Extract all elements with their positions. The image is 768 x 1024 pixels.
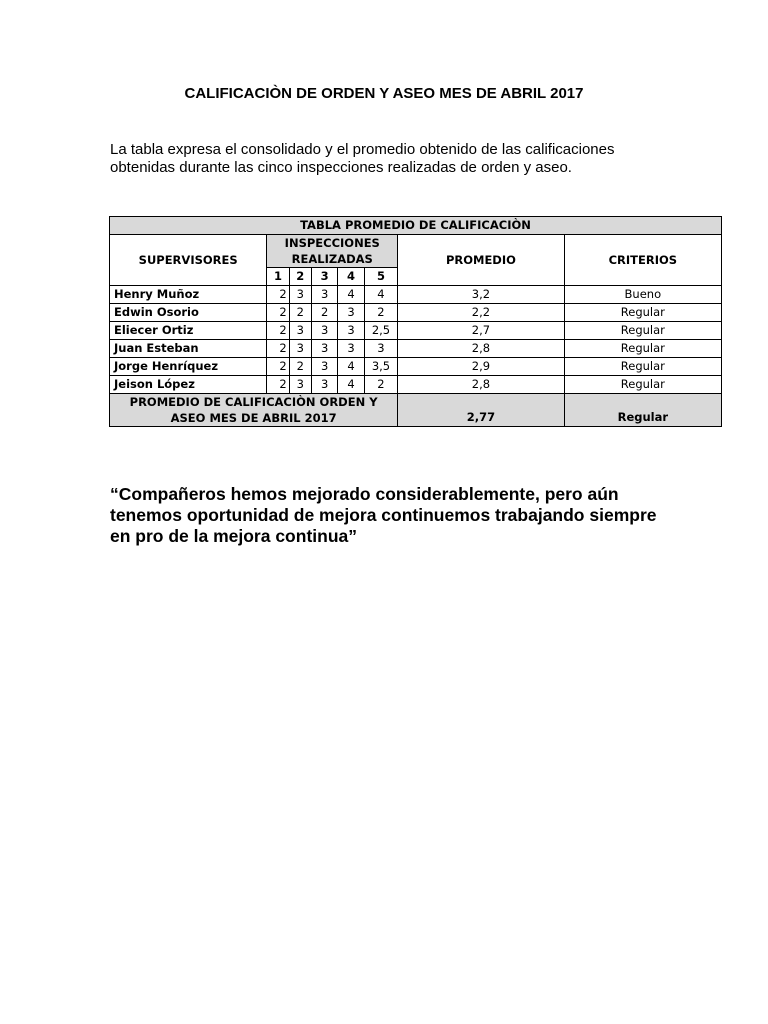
- score-cell: 2: [267, 340, 289, 358]
- score-cell: 3: [289, 340, 311, 358]
- score-cell: 2: [267, 304, 289, 322]
- criteria-cell: Regular: [564, 358, 721, 376]
- score-cell: 4: [338, 286, 364, 304]
- score-cell: 3: [289, 286, 311, 304]
- score-cell: 3: [289, 376, 311, 394]
- score-cell: 2: [267, 358, 289, 376]
- score-cell: 3: [338, 340, 364, 358]
- score-cell: 2: [289, 358, 311, 376]
- table-row: [110, 322, 722, 340]
- score-cell: 3,5: [364, 358, 397, 376]
- score-cell: 2: [364, 304, 397, 322]
- average-cell: 2,9: [398, 358, 564, 376]
- inspection-number: 2: [289, 268, 311, 286]
- average-cell: 2,8: [398, 340, 564, 358]
- score-cell: 2: [267, 322, 289, 340]
- footer-label: PROMEDIO DE CALIFICACIÒN ORDEN Y ASEO MES DE ABRIL 2017: [110, 394, 398, 427]
- motivational-quote: “Compañeros hemos mejorado considerablemente, pero aún tenemos oportunidad de mejora continuemos trabajando siempre en pro de la mejora continua”: [110, 484, 657, 546]
- criteria-cell: Bueno: [564, 286, 721, 304]
- average-cell: 2,2: [398, 304, 564, 322]
- table-row: [110, 340, 722, 358]
- criteria-cell: Regular: [564, 304, 721, 322]
- table-row: [110, 304, 722, 322]
- average-cell: 2,8: [398, 376, 564, 394]
- score-cell: 2,5: [364, 322, 397, 340]
- supervisor-name: Juan Esteban: [110, 340, 267, 358]
- footer-criteria: Regular: [564, 394, 721, 427]
- grades-table: [109, 216, 722, 427]
- score-cell: 2: [364, 376, 397, 394]
- score-cell: 3: [338, 304, 364, 322]
- score-cell: 3: [311, 322, 337, 340]
- header-average: PROMEDIO: [398, 235, 564, 286]
- score-cell: 3: [311, 376, 337, 394]
- table-footer-row: [110, 394, 722, 427]
- supervisor-name: Henry Muñoz: [110, 286, 267, 304]
- criteria-cell: Regular: [564, 376, 721, 394]
- score-cell: 4: [338, 376, 364, 394]
- supervisor-name: Eliecer Ortiz: [110, 322, 267, 340]
- supervisor-name: Jeison López: [110, 376, 267, 394]
- score-cell: 2: [289, 304, 311, 322]
- table-header-row: [110, 235, 722, 268]
- average-cell: 3,2: [398, 286, 564, 304]
- criteria-cell: Regular: [564, 340, 721, 358]
- score-cell: 4: [364, 286, 397, 304]
- table-row: [110, 286, 722, 304]
- table-caption: TABLA PROMEDIO DE CALIFICACIÒN: [110, 217, 722, 235]
- score-cell: 2: [267, 376, 289, 394]
- criteria-cell: Regular: [564, 322, 721, 340]
- footer-average: 2,77: [398, 394, 564, 427]
- supervisor-name: Edwin Osorio: [110, 304, 267, 322]
- score-cell: 2: [311, 304, 337, 322]
- inspection-number: 3: [311, 268, 337, 286]
- supervisor-name: Jorge Henríquez: [110, 358, 267, 376]
- score-cell: 2: [267, 286, 289, 304]
- table-row: [110, 358, 722, 376]
- header-inspections: INSPECCIONES REALIZADAS: [267, 235, 398, 268]
- header-criteria: CRITERIOS: [564, 235, 721, 286]
- score-cell: 3: [311, 358, 337, 376]
- document-title: CALIFICACIÒN DE ORDEN Y ASEO MES DE ABRIL 2017: [184, 85, 584, 102]
- score-cell: 4: [338, 358, 364, 376]
- inspection-number: 5: [364, 268, 397, 286]
- header-supervisors: SUPERVISORES: [110, 235, 267, 286]
- intro-paragraph: La tabla expresa el consolidado y el promedio obtenido de las calificaciones obtenidas durante las cinco inspecciones realizadas de orden y aseo.: [110, 141, 615, 176]
- score-cell: 3: [338, 322, 364, 340]
- average-cell: 2,7: [398, 322, 564, 340]
- score-cell: 3: [311, 286, 337, 304]
- table-caption-row: [110, 217, 722, 235]
- inspection-number: 1: [267, 268, 289, 286]
- table-row: [110, 376, 722, 394]
- score-cell: 3: [311, 340, 337, 358]
- score-cell: 3: [289, 322, 311, 340]
- inspection-number: 4: [338, 268, 364, 286]
- score-cell: 3: [364, 340, 397, 358]
